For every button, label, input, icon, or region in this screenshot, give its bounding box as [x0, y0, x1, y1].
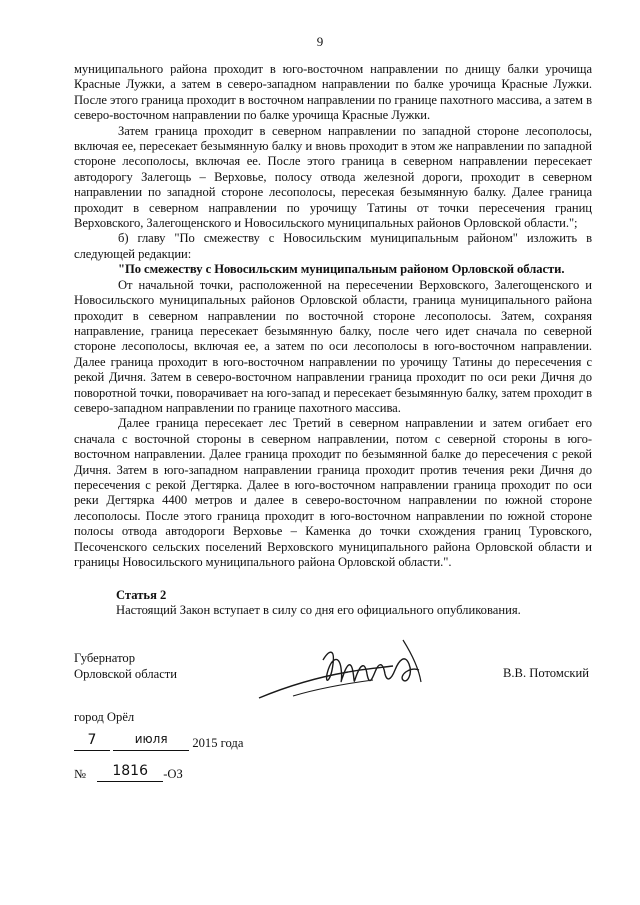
date-day: 7 — [87, 732, 97, 748]
article-heading: Статья 2 — [116, 588, 167, 602]
section-heading: "По смежеству с Новосильским муниципальным районом Орловской области. — [118, 262, 565, 277]
signer-title-line: Орловской области — [74, 667, 178, 681]
number-blank — [97, 763, 163, 782]
paragraph: муниципального района проходит в юго-восточном направлении по днищу балки урочища Красные Лужки, а затем в северо-западном направлении по балке урочища Красные Лужки. После этого граница проходит в восточном направлении по границе пахотного массива, а затем в северо-восточном направлении по балке урочища Красные Лужки. — [74, 62, 592, 123]
signing-date — [74, 732, 244, 751]
paragraph: Далее граница пересекает лес Третий в северном направлении и затем огибает его сначала с восточной стороны в северном направлении, потом с северной стороны в юго-восточном направлении. Далее граница проходит по безымянной балке до пересечения с рекой Дичня. Затем в юго-западном направлении граница проходит против течения реки Дичня до пересечения с рекой Дегтярка. Далее в юго-восточном направлении граница проходит по оси реки Дегтярка 4400 метров и далее в северо-восточном направлении по южной стороне лесополосы. После этого граница проходит в юго-восточном направлении по южной стороне полосы отвода автодороги Верховье – Каменка до точки схождения границ Туровского, Песоченского сельских поселений Верховского муниципального района Орловской области и границы Новосильского муниципального района Орловской области.". — [74, 416, 592, 569]
law-text — [74, 62, 592, 570]
paragraph: От начальной точки, расположенной на пересечении Верховского, Залегощенского и Новосильского муниципальных районов Орловской области, граница муниципального района проходит в северном направлении по восточной стороне лесополосы. Затем, сохраняя направление, граница пересекает безымянную балку, после чего идет сначала по северной стороне лесополосы, включая ее, а затем по оси лесополосы в юго-восточном направлении. Далее граница проходит в юго-восточном направлении по урочищу Татины до пересечения с рекой Дичня. Затем в северо-восточном направлении граница проходит по оси реки Дичня до поворотной точки, поворачивает на юго-запад и пересекает безымянную балку, затем проходит в северо-западном направлении по границе пахотного массива. — [74, 277, 592, 415]
signer-title-line: Губернатор — [74, 651, 135, 665]
number-value: 1816 — [112, 763, 148, 779]
date-month-blank — [113, 732, 189, 751]
number-sign: № — [74, 767, 87, 781]
signature-image — [253, 630, 453, 710]
signer-title — [74, 650, 177, 682]
place-of-signing: город Орёл — [74, 710, 135, 724]
signer-name: В.В. Потомский — [503, 666, 590, 680]
date-day-blank — [74, 732, 110, 751]
document-number — [74, 763, 183, 782]
article-text: Настоящий Закон вступает в силу со дня его официального опубликования. — [116, 603, 521, 617]
date-month: июля — [134, 732, 168, 746]
date-year: 2015 года — [192, 736, 244, 750]
paragraph: Затем граница проходит в северном направлении по западной стороне лесополосы, включая ее, пересекает безымянную балку и вновь проходит в этом же направлении по западной стороне лесополосы, включая ее. После этого граница в северном направлении пересекает автодорогу Залегощь – Верховье, полосу отвода железной дороги, проходит в северном направлении по западной стороне лесополосы, пересекая безымянную балку. Далее граница проходит в северном направлении по урочищу Татины от точки пересечения границ Верховского, Залегощенского и Новосильского муниципальных районов Орловской области."; — [74, 123, 592, 231]
page-number: 9 — [316, 34, 324, 49]
paragraph: б) главу "По смежеству с Новосильским муниципальным районом" изложить в следующей редакции: — [74, 231, 592, 261]
number-suffix: -ОЗ — [163, 767, 183, 781]
